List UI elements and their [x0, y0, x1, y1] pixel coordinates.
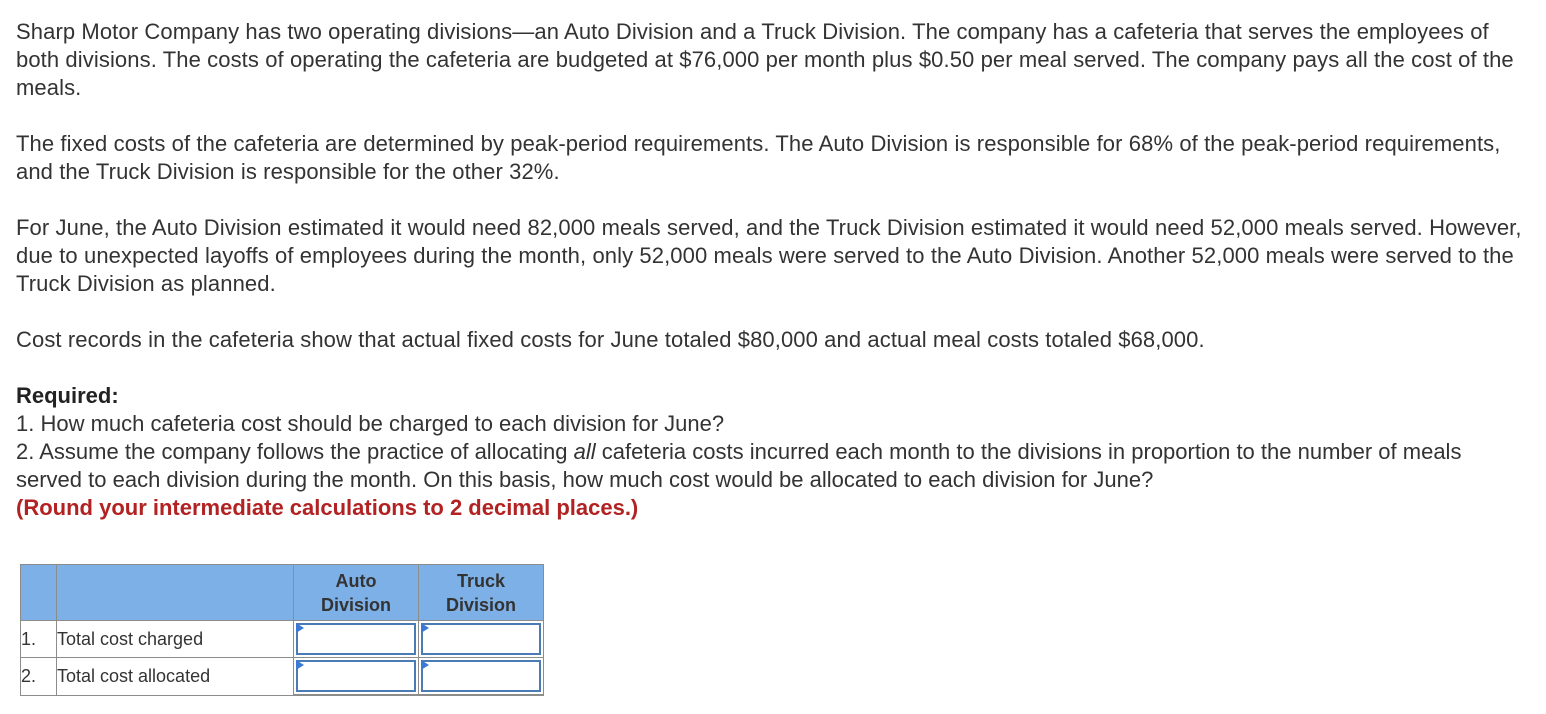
auto-allocated-cell — [294, 658, 419, 696]
auto-total-cost-charged-input[interactable] — [296, 623, 416, 655]
required-question-1: 1. How much cafeteria cost should be charged to each division for June? — [16, 411, 725, 436]
header-truck-line1: Truck — [456, 570, 506, 591]
input-marker-icon — [296, 660, 304, 670]
answer-table-header-row — [21, 565, 544, 621]
problem-paragraph-3: For June, the Auto Division estimated it would need 82,000 meals served, and the Truck Division estimated it would need 52,000 meals served. However, due to unexpected layoffs of employees during the month, only 52,000 meals were served to the Auto Division. Another 52,000 meals were served to the Truck Division as planned. — [16, 215, 1522, 296]
header-truck-division — [419, 565, 544, 621]
truck-charged-cell — [419, 621, 544, 658]
problem-content — [16, 18, 1531, 522]
truck-total-cost-charged-input[interactable] — [421, 623, 541, 655]
row-number: 2. — [21, 658, 57, 696]
required-section — [16, 382, 1531, 522]
truck-total-cost-allocated-input[interactable] — [421, 660, 541, 692]
truck-allocated-cell — [419, 658, 544, 696]
header-auto-line1: Auto — [335, 570, 377, 591]
header-truck-line2: Division — [445, 594, 516, 615]
header-auto-line2: Division — [320, 594, 391, 615]
required-question-2-emphasis: all — [573, 439, 596, 464]
header-auto-division — [294, 565, 419, 621]
problem-paragraph-1: Sharp Motor Company has two operating divisions—an Auto Division and a Truck Division. The company has a cafeteria that serves the employees of both divisions. The costs of operating the cafeteria are budgeted at $76,000 per month plus $0.50 per meal served. The company pays all the cost of the meals. — [16, 19, 1514, 100]
required-question-2 — [16, 438, 1531, 494]
required-question-2-end: cafeteria costs incurred each month to the divisions in proportion to the number of meals served to each division during the month. On this basis, how much cost would be allocated to each division for June? — [16, 439, 1462, 492]
table-row — [21, 621, 544, 658]
rounding-instruction: (Round your intermediate calculations to 2 decimal places.) — [16, 495, 639, 520]
required-question-2-start: 2. Assume the company follows the practice of allocating — [16, 439, 574, 464]
row-label-total-cost-charged: Total cost charged — [57, 621, 294, 658]
header-blank-num — [21, 565, 57, 621]
input-marker-icon — [296, 623, 304, 633]
row-label-total-cost-allocated: Total cost allocated — [57, 658, 294, 696]
header-blank-label — [57, 565, 294, 621]
table-row — [21, 658, 544, 696]
input-marker-icon — [421, 623, 429, 633]
auto-charged-cell — [294, 621, 419, 658]
problem-paragraph-2: The fixed costs of the cafeteria are determined by peak-period requirements. The Auto Division is responsible for 68% of the peak-period requirements, and the Truck Division is responsible for the other 32%. — [16, 131, 1501, 184]
answer-table — [20, 564, 544, 696]
input-marker-icon — [421, 660, 429, 670]
row-number: 1. — [21, 621, 57, 658]
auto-total-cost-allocated-input[interactable] — [296, 660, 416, 692]
required-title: Required: — [16, 383, 119, 408]
problem-paragraph-4: Cost records in the cafeteria show that actual fixed costs for June totaled $80,000 and actual meal costs totaled $68,000. — [16, 327, 1205, 352]
